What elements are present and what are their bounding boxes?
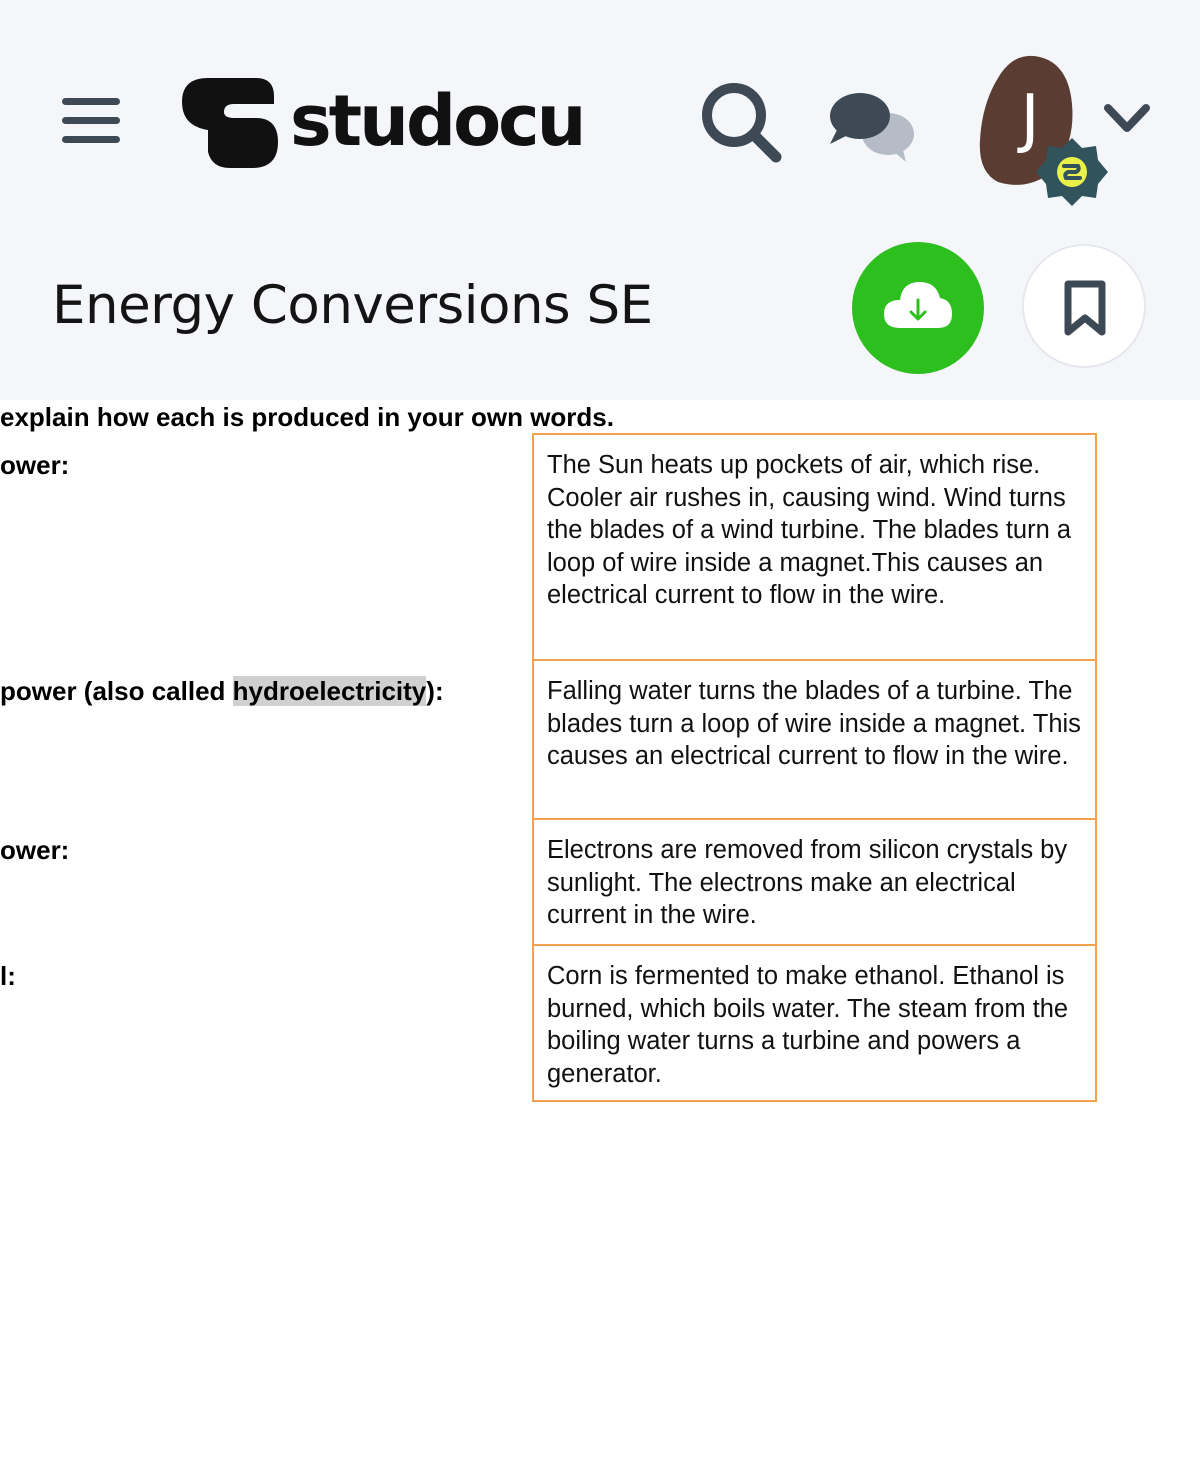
studocu-badge-icon xyxy=(1036,136,1108,208)
row-label-wind: ower: xyxy=(0,450,70,480)
search-button[interactable] xyxy=(696,78,788,168)
logo-text: studocu xyxy=(290,80,584,162)
hamburger-menu-icon xyxy=(56,88,126,154)
chat-button[interactable] xyxy=(826,86,920,166)
highlighted-term: hydroelectricity xyxy=(232,676,427,706)
answer-cell-solar: Electrons are removed from silicon crystals by sunlight. The electrons make an electrical current in the wire. xyxy=(534,818,1095,944)
answers-table xyxy=(532,433,1097,1102)
row-label-hydro xyxy=(0,674,444,708)
cloud-download-icon xyxy=(882,278,954,334)
bookmark-icon xyxy=(1062,280,1108,336)
instructions-text: explain how each is produced in your own words. xyxy=(0,402,614,432)
document-viewer xyxy=(0,400,1200,1463)
avatar-initial: J xyxy=(1020,82,1040,156)
studocu-logo-mark-icon xyxy=(178,70,282,174)
row-label-hydro-prefix: power (also called xyxy=(0,676,233,706)
answer-cell-ethanol: Corn is fermented to make ethanol. Ethanol is burned, which boils water. The steam from the boiling water turns a turbine and powers a generator. xyxy=(534,944,1095,1100)
chevron-down-icon xyxy=(1100,100,1154,140)
answer-cell-wind: The Sun heats up pockets of air, which rise. Cooler air rushes in, causing wind. Wind turns the blades of a wind turbine. The blades turn a loop of wire inside a magnet.This causes an electrical current to flow in the wire. xyxy=(547,451,1072,609)
row-label-hydro-suffix: ): xyxy=(426,676,444,706)
avatar-badge xyxy=(1036,136,1108,208)
account-dropdown-toggle[interactable] xyxy=(1100,100,1154,140)
top-header xyxy=(0,0,1200,401)
row-label-ethanol: l: xyxy=(0,961,16,991)
bookmark-button[interactable] xyxy=(1022,244,1146,368)
studocu-logo[interactable] xyxy=(178,70,598,174)
download-button[interactable] xyxy=(852,242,984,374)
document-title: Energy Conversions SE xyxy=(52,275,653,336)
menu-button[interactable] xyxy=(56,88,126,154)
answer-cell-hydro: Falling water turns the blades of a turbine. The blades turn a loop of wire inside a magnet. This causes an electrical current to flow in the wire. xyxy=(534,659,1095,818)
row-label-solar: ower: xyxy=(0,835,70,865)
search-icon xyxy=(696,78,788,168)
chat-bubbles-icon xyxy=(826,86,920,166)
